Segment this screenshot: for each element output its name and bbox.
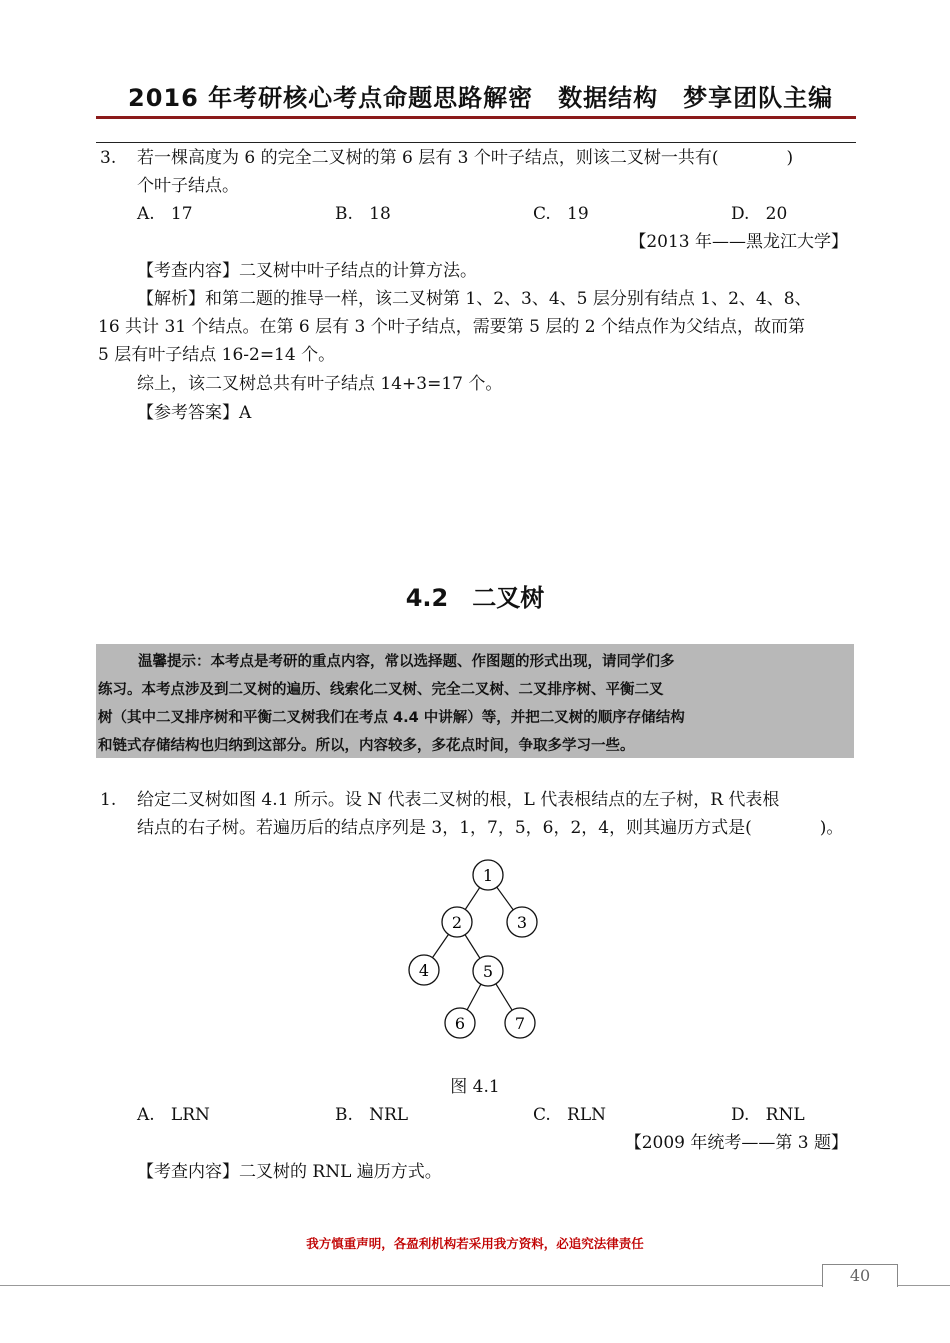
option-text: NRL (369, 1105, 409, 1125)
option-label: C. (533, 1105, 551, 1125)
tree-node-6 (445, 1008, 475, 1038)
content-text: 二叉树中叶子结点的计算方法。 (239, 261, 477, 281)
option-text: RLN (567, 1105, 606, 1125)
header-rule-thick (96, 116, 856, 119)
node-label: 4 (418, 961, 430, 980)
question-1-option-a (137, 1105, 210, 1125)
footer-rule (0, 1285, 950, 1286)
tree-node-4 (409, 955, 439, 985)
question-3-analysis-line2: 16 共计 31 个结点。在第 6 层有 3 个叶子结点，需要第 5 层的 2 个结点作为父结点，故而第 (98, 317, 805, 337)
binary-tree-figure (400, 850, 550, 1050)
analysis-text: 和第二题的推导一样，该二叉树第 1、2、3、4、5 层分别有结点 1、2、4、8、 (205, 289, 812, 309)
option-text: 17 (170, 204, 193, 224)
question-1-option-d (731, 1105, 805, 1125)
tip-line-1: 温馨提示：本考点是考研的重点内容，常以选择题、作图题的形式出现，请同学们多 (138, 654, 675, 670)
question-1-option-b (335, 1105, 408, 1125)
analysis-tag: 【解析】 (137, 289, 205, 309)
option-label: C. (533, 204, 551, 224)
tip-line-4: 和链式存储结构也归纳到这部分。所以，内容较多，多花点时间，争取多学习一些。 (98, 738, 635, 754)
option-text: LRN (170, 1105, 210, 1125)
question-3-source: 【2013 年——黑龙江大学】 (629, 232, 848, 252)
header-rule-thin (96, 142, 856, 143)
node-label: 7 (514, 1014, 526, 1033)
question-3-stem-line1: 若一棵高度为 6 的完全二叉树的第 6 层有 3 个叶子结点，则该二叉树一共有( ) (137, 148, 794, 168)
figure-caption: 图 4.1 (450, 1077, 500, 1097)
node-label: 3 (516, 913, 528, 932)
question-3-option-d (731, 204, 787, 224)
question-3-content (137, 257, 477, 285)
content-tag: 【考查内容】 (137, 1162, 239, 1182)
header-title: 2016 年考研核心考点命题思路解密 数据结构 梦享团队主编 (128, 84, 834, 112)
tip-line-2: 练习。本考点涉及到二叉树的遍历、线索化二叉树、完全二叉树、二叉排序树、平衡二叉 (98, 682, 664, 698)
question-3-answer (137, 399, 251, 427)
option-text: 20 (765, 204, 788, 224)
option-label: A. (137, 1105, 155, 1125)
node-label: 6 (454, 1014, 466, 1033)
node-label: 2 (451, 913, 463, 932)
node-label: 5 (482, 962, 494, 981)
tree-node-1 (473, 860, 503, 890)
section-title: 4.2 二叉树 (405, 584, 545, 612)
question-1-content (137, 1158, 442, 1186)
tree-node-2 (442, 907, 472, 937)
question-1-number: 1. (100, 790, 117, 810)
option-label: B. (335, 1105, 353, 1125)
question-1-source: 【2009 年统考——第 3 题】 (624, 1133, 848, 1153)
question-3-option-b (335, 204, 391, 224)
answer-tag: 【参考答案】 (137, 403, 239, 423)
tip-line-3: 树（其中二叉排序树和平衡二叉树我们在考点 4.4 中讲解）等，并把二叉树的顺序存储结构 (98, 710, 685, 726)
option-label: D. (731, 204, 750, 224)
question-3-analysis-line1 (137, 285, 812, 313)
tip-box (96, 644, 854, 758)
tree-node-5 (473, 956, 503, 986)
question-3-option-a (137, 204, 193, 224)
option-text: 18 (369, 204, 391, 224)
answer-value: A (239, 403, 252, 423)
question-1-stem-line1: 给定二叉树如图 4.1 所示。设 N 代表二叉树的根，L 代表根结点的左子树，R 代表根 (137, 790, 780, 810)
tree-edges (424, 875, 522, 1023)
copyright-notice: 我方慎重声明，各盈利机构若采用我方资料，必追究法律责任 (306, 1236, 644, 1251)
option-label: A. (137, 204, 155, 224)
question-3-summary: 综上，该二叉树总共有叶子结点 14+3=17 个。 (137, 374, 503, 394)
question-3-analysis-line3: 5 层有叶子结点 16-2=14 个。 (98, 345, 336, 365)
option-label: D. (731, 1105, 750, 1125)
option-text: 19 (567, 204, 589, 224)
node-label: 1 (482, 866, 494, 885)
question-1-stem-line2: 结点的右子树。若遍历后的结点序列是 3，1，7，5，6，2，4，则其遍历方式是( )。 (137, 818, 844, 838)
content-tag: 【考查内容】 (137, 261, 239, 281)
content-text: 二叉树的 RNL 遍历方式。 (239, 1162, 442, 1182)
tree-node-7 (505, 1008, 535, 1038)
question-1-option-c (533, 1105, 606, 1125)
option-label: B. (335, 204, 353, 224)
question-3-option-c (533, 204, 589, 224)
question-3-stem-line2: 个叶子结点。 (137, 176, 239, 196)
option-text: RNL (765, 1105, 805, 1125)
tree-node-3 (507, 907, 537, 937)
question-3-number: 3. (100, 148, 117, 168)
page-number: 40 (822, 1264, 898, 1287)
